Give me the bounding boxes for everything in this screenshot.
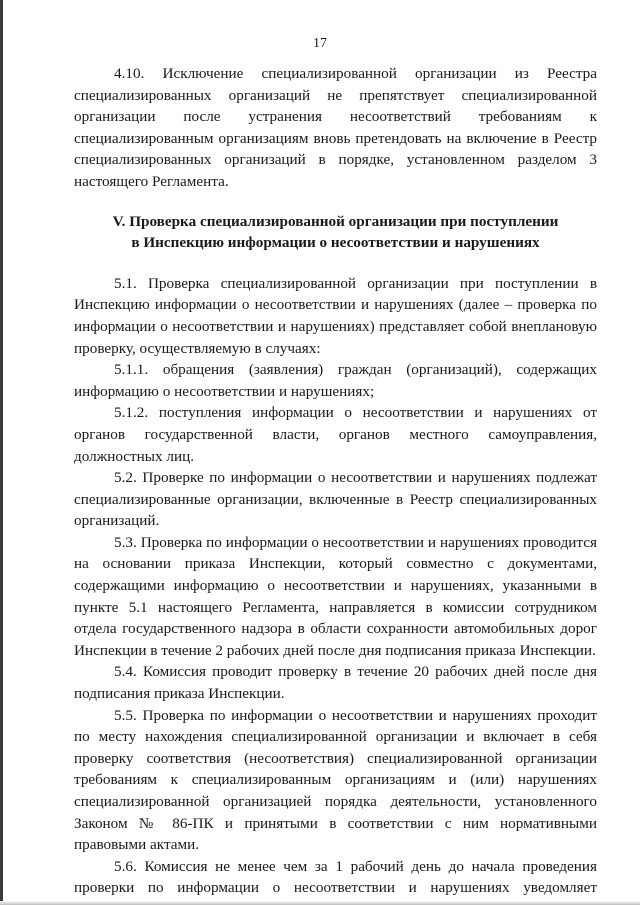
scan-edge-left	[0, 0, 3, 905]
section-heading	[74, 211, 597, 254]
paragraph-5-5: 5.5. Проверка по информации о несоответствии и нарушениях проходит по месту нахождения специализированной организации и включает в себя проверку соответствия (несоответствия) специализированной организации требованиям к специализированным организациям и (или) нарушениях специализированной организацией порядка деятельности, установленного Законом № 86-ПК и принятыми в соответствии с ним нормативными правовыми актами.	[74, 706, 597, 854]
paragraph-5-4: 5.4. Комиссия проводит проверку в течение 20 рабочих дней после дня подписания приказа Инспекции.	[74, 663, 597, 703]
paragraph-5-1: 5.1. Проверка специализированной организации при поступлении в Инспекцию информации о несоответствии и нарушениях (далее – проверка по информации о несоответствии и нарушениях) представляет собой внеплановую проверку, осуществляемую в случаях:	[74, 274, 597, 357]
paragraph-5-2: 5.2. Проверке по информации о несоответствии и нарушениях подлежат специализированные организации, включенные в Реестр специализированных организаций.	[74, 469, 597, 530]
paragraph-5-1-2: 5.1.2. поступления информации о несоответствии и нарушениях от органов государственной власти, органов местного самоуправления, должностных лиц.	[74, 404, 597, 465]
paragraph-5-3: 5.3. Проверка по информации о несоответствии и нарушениях проводится на основании приказа Инспекции, который совместно с документами, содержащими информацию о несоответствии и нарушениях, указанными в пункте 5.1 настоящего Регламента, направляется в комиссии сотрудником отдела государственного надзора в области сохранности автомобильных дорог Инспекции в течение 2 рабочих дней после дня подписания приказа Инспекции.	[74, 533, 597, 659]
paragraph-5-6: 5.6. Комиссия не менее чем за 1 рабочий день до начала проведения проверки по информации о несоответствии и нарушениях уведомляет	[74, 857, 597, 897]
section-heading-line-2: в Инспекцию информации о несоответствии и нарушениях	[131, 234, 540, 252]
page-number: 17	[313, 36, 327, 51]
scan-edge-bottom	[0, 901, 640, 905]
paragraph-4-10: 4.10. Исключение специализированной организации из Реестра специализированных организаций не препятствует специализированной организации после устранения несоответствий требованиям к специализированным организациям вновь претендовать на включение в Реестр специализированных организаций в порядке, установленном разделом 3 настоящего Регламента.	[74, 65, 597, 190]
document-body	[74, 63, 597, 899]
section-heading-line-1: V. Проверка специализированной организации при поступлении	[112, 212, 559, 230]
paragraph-5-1-1: 5.1.1. обращения (заявления) граждан (организаций), содержащих информацию о несоответствии и нарушениях;	[74, 361, 597, 400]
